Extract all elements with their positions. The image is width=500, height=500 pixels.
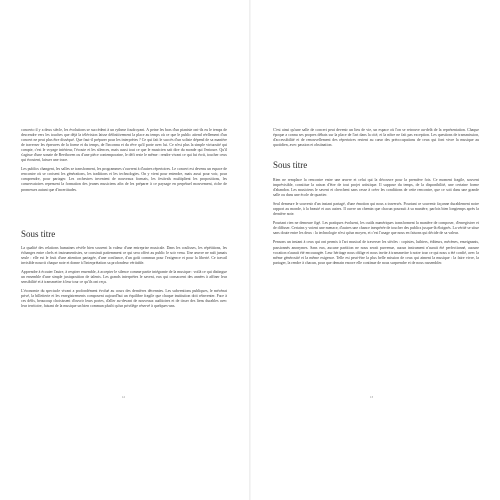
paragraph: Pensons un instant à ceux qui ont permis à l'art musical de traverser les siècles : copistes, luthiers, éditeurs, mécènes, enseignants, passionnés anonymes. Sans eux, aucune partition ne nous serait parvenue, aucun instrument n'aurait été perfectionné, aucune vocation n'aurait été encouragée. Leur héritage nous oblige et nous invite à transmettre à notre tour ce qui nous a été confié, avec la même générosité et la même exigence. Telle est peut-être la plus belle mission de ceux qui aiment la musique : la faire vivre, la partager, la rendre à chacun, pour que demain encore elle continue de nous surprendre et de nous rassembler. [273, 240, 479, 265]
paragraph: Apprendre à écouter l'autre, à respirer ensemble, à accepter le silence comme partie intégrante de la musique : voilà ce qui distingue un ensemble d'une simple juxtaposition de talents. Les grands interprètes le savent, eux qui consacrent des années à affiner leur sensibilité et à transmettre à leur tour ce qu'ils ont reçu. [21, 270, 227, 285]
paragraph: Pourtant rien ne demeure figé. Les pratiques évoluent, les outils numériques transforment la manière de composer, d'enregistrer et de diffuser. Certains y voient une menace, d'autres une chance inespérée de toucher des publics jusque-là éloignés. La vérité se situe sans doute entre les deux : la technologie n'est qu'un moyen, et c'est l'usage que nous en faisons qui décide de sa valeur. [273, 221, 479, 236]
left-bottom-text-block [21, 246, 227, 391]
paragraph: C'est ainsi qu'une salle de concert peut devenir un lieu de vie, un espace où l'on se retrouve au-delà de la représentation. Chaque époque a connu ses propres débats sur la place de l'art dans la cité, et la nôtre ne fait pas exception. Les questions de transmission, d'accessibilité et de renouvellement des répertoires restent au cœur des préoccupations de ceux qui font vivre la musique au quotidien, avec passion et obstination. [273, 128, 479, 148]
paragraph: L'économie du spectacle vivant a profondément évolué au cours des dernières décennies. Les subventions publiques, le mécénat privé, la billetterie et les enregistrements composent aujourd'hui un équilibre fragile que chaque institution doit réinventer. Face à ces défis, beaucoup choisissent d'ouvrir leurs portes, d'aller au-devant de nouveaux auditoires et de tisser des liens durables avec leur territoire, faisant de la musique un bien commun plutôt qu'un privilège réservé à quelques-uns. [21, 289, 227, 309]
right-top-text-block [273, 128, 479, 150]
page-number: 12 [122, 395, 125, 399]
section-heading: Sous titre [21, 229, 56, 239]
left-top-text-block [21, 128, 227, 228]
right-page [250, 0, 500, 500]
page-number: 13 [370, 395, 373, 399]
paragraph: Seul demeure le souvenir d'un instant partagé, d'une émotion qui nous a traversés. Pourtant ce souvenir façonne durablement notre rapport au monde, à la beauté et aux autres. Il ouvre un chemin que chacun poursuit à sa manière, parfois bien longtemps après la dernière note. [273, 202, 479, 217]
paragraph: La qualité des relations humaines révèle bien souvent la valeur d'une entreprise musicale. Dans les coulisses, les répétitions, les échanges entre chefs et instrumentistes, se construit patiemment ce qui sera offert au public le soir venu. Une œuvre ne naît jamais seule : elle est le fruit d'une attention partagée, d'une confiance, d'un goût commun pour l'exigence et pour la liberté. Ce travail invisible nourrit chaque note et donne à l'interprétation sa profondeur véritable. [21, 246, 227, 266]
paragraph: concerto il y a deux siècle, les évolutions se succèdent à un rythme foudroyant. À peine les bras d'un pianiste ont-ils eu le temps de descendre vers les touches que déjà la télévision laisse définitivement la place au temps où ce que le public attend réellement d'un concert ne peut plus être disséqué. Que faut-il préparer pour les interprètes ? Ce qui fait le succès d'un soliste dépend de sa manière de traverser les épreuves de la forme et du temps, de l'inconnu et du rêve qu'il porte avec lui. Ce n'est plus la simple virtuosité qui compte, c'est le voyage intérieur, l'écoute et les silences, mais aussi tout ce que le musicien sait dire du monde qui l'entoure. Qu'il s'agisse d'une sonate de Beethoven ou d'une pièce contemporaine, le défi reste le même : rendre vivant ce qui fut écrit, toucher ceux qui écoutent, laisser une trace. [21, 128, 227, 163]
paragraph: Les publics changent, les salles se transforment, les programmes s'ouvrent à d'autres répertoires. Le concert est devenu un espace de rencontre où se croisent les générations, les traditions et les technologies. On y vient pour entendre, mais aussi pour voir, pour comprendre, pour partager. Les orchestres inventent de nouveaux formats, les festivals multiplient les propositions, les conservatoires repensent la formation des jeunes musiciens afin de les préparer à ce paysage en perpétuel mouvement, riche de promesses autant que d'incertitudes. [21, 167, 227, 192]
section-heading: Sous titre [273, 160, 308, 170]
paragraph: Rien ne remplace la rencontre entre une œuvre et celui qui la découvre pour la première fois. Ce moment fragile, souvent imprévisible, constitue la raison d'être de tout projet artistique. Il suppose du temps, de la disponibilité, une certaine forme d'abandon. Les musiciens le savent et cherchent sans cesse à créer les conditions de cette rencontre, que ce soit dans une grande salle ou dans une école de quartier. [273, 178, 479, 198]
right-bottom-text-block [273, 178, 479, 392]
